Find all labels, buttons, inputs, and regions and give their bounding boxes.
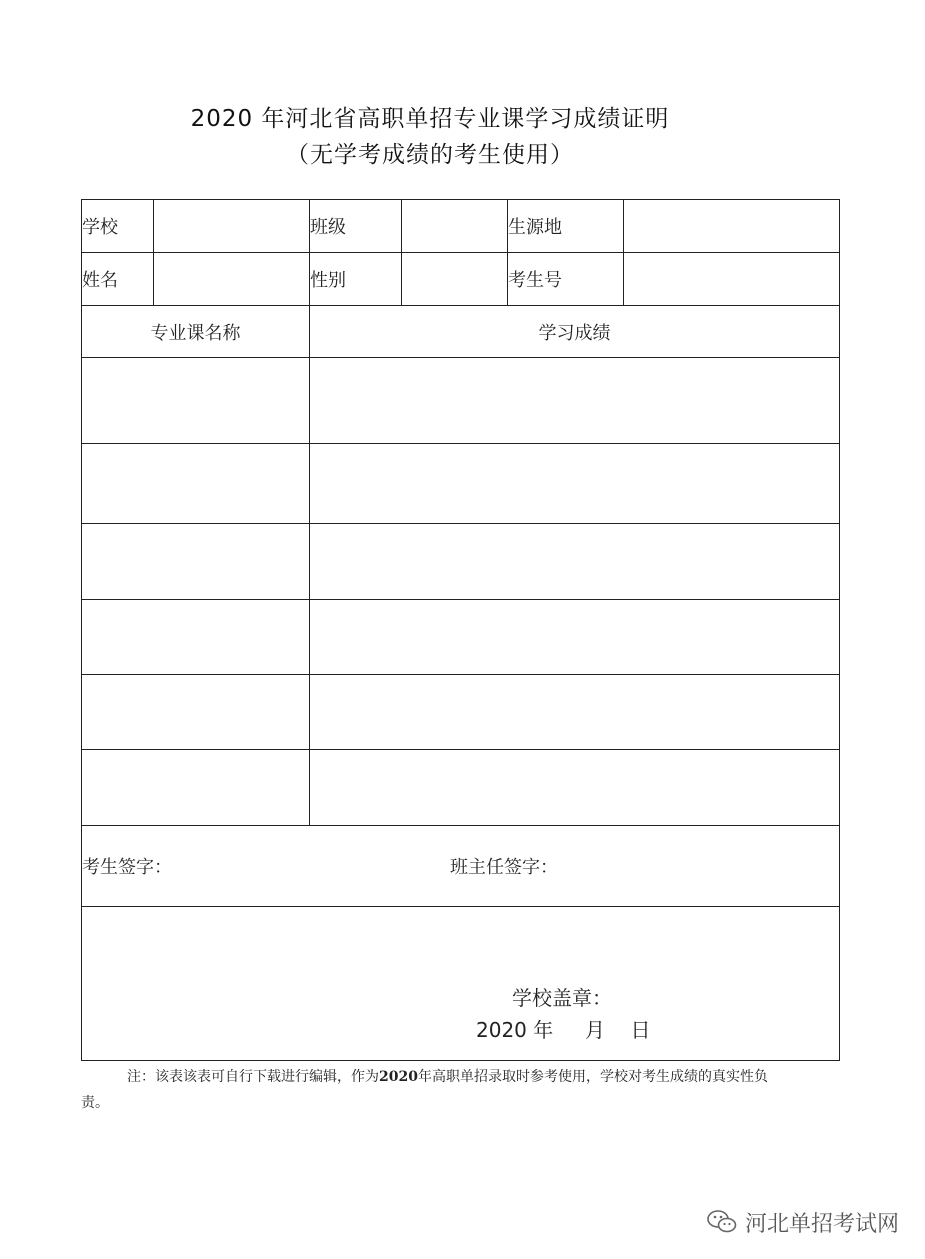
watermark-text: 河北单招考试网 [744, 1211, 899, 1237]
course-name-cell[interactable] [82, 524, 310, 600]
exam-number-label: 考生号 [508, 253, 624, 306]
score-cell[interactable] [310, 524, 840, 600]
wechat-icon [707, 1209, 737, 1235]
table-row [82, 524, 840, 600]
school-seal-label: 学校盖章： [512, 985, 612, 1010]
gender-field[interactable] [402, 253, 508, 306]
certificate-form [81, 199, 840, 1061]
name-field[interactable] [154, 253, 310, 306]
document-subtitle: （无学考成绩的考生使用） [286, 142, 574, 168]
footnote-part1: 注：该表该表可自行下载进行编辑，作为 [127, 1069, 379, 1085]
document-title: 2020 年河北省高职单招专业课学习成绩证明 [190, 106, 670, 132]
origin-field[interactable] [624, 200, 840, 253]
class-label: 班级 [310, 200, 402, 253]
class-field[interactable] [402, 200, 508, 253]
signature-row [82, 826, 840, 907]
score-cell[interactable] [310, 600, 840, 675]
score-cell[interactable] [310, 444, 840, 524]
score-cell[interactable] [310, 750, 840, 826]
exam-number-field[interactable] [624, 253, 840, 306]
course-name-cell[interactable] [82, 600, 310, 675]
school-label: 学校 [82, 200, 154, 253]
score-cell[interactable] [310, 675, 840, 750]
school-seal-area [82, 907, 840, 1061]
table-row [82, 444, 840, 524]
footnote-year: 2020 [379, 1069, 418, 1085]
table-row [82, 675, 840, 750]
footnote [81, 1064, 781, 1116]
course-name-cell[interactable] [82, 750, 310, 826]
table-row [82, 358, 840, 444]
footnote-part2: 年高职单招录取时参考使用，学校对考生成绩的真实性负责。 [81, 1069, 768, 1111]
gender-label: 性别 [310, 253, 402, 306]
school-field[interactable] [154, 200, 310, 253]
score-cell[interactable] [310, 358, 840, 444]
table-row [82, 750, 840, 826]
course-name-cell[interactable] [82, 358, 310, 444]
origin-label: 生源地 [508, 200, 624, 253]
watermark [707, 1207, 899, 1237]
course-name-cell[interactable] [82, 444, 310, 524]
table-row [82, 600, 840, 675]
course-name-header: 专业课名称 [82, 306, 310, 358]
seal-date: 2020 年 月 日 [476, 1017, 651, 1042]
course-name-cell[interactable] [82, 675, 310, 750]
teacher-signature-label: 班主任签字： [450, 857, 558, 878]
student-signature-label: 考生签字： [82, 857, 172, 878]
name-label: 姓名 [82, 253, 154, 306]
score-header: 学习成绩 [310, 306, 840, 358]
